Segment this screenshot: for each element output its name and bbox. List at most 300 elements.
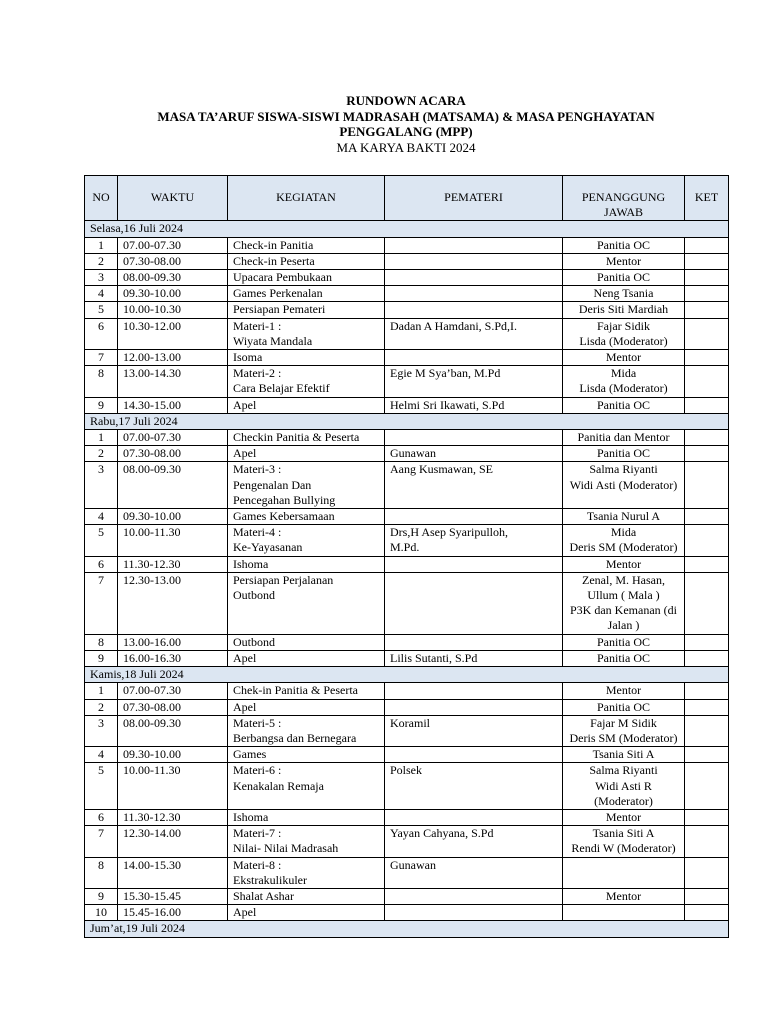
table-row	[85, 826, 729, 857]
table-row	[85, 888, 729, 904]
cell-penanggung-jawab	[563, 747, 685, 763]
table-row	[85, 446, 729, 462]
cell-waktu: 07.30-08.00	[118, 699, 228, 715]
cell-kegiatan-line: Ekstrakulikuler	[233, 872, 307, 887]
cell-penanggung-jawab-line: Mida	[610, 366, 637, 381]
cell-penanggung-jawab-line: Lisda (Moderator)	[579, 381, 668, 396]
table-row	[85, 905, 729, 921]
cell-penanggung-jawab-line: Deris SM (Moderator)	[569, 540, 678, 555]
cell-pemateri	[385, 237, 563, 253]
cell-penanggung-jawab-line: Deris Siti Mardiah	[578, 302, 669, 317]
table-row	[85, 509, 729, 525]
table-row	[85, 397, 729, 413]
cell-no: 1	[85, 683, 118, 699]
table-row	[85, 857, 729, 888]
cell-penanggung-jawab-line: Panitia OC	[597, 650, 650, 665]
cell-pemateri	[385, 683, 563, 699]
cell-pemateri	[385, 556, 563, 572]
cell-kegiatan-line: Ishoma	[233, 556, 269, 571]
cell-ket	[685, 715, 729, 746]
header-no: NO	[85, 176, 118, 221]
header-penanggung-jawab	[563, 176, 685, 221]
cell-waktu: 07.00-07.30	[118, 237, 228, 253]
cell-penanggung-jawab	[563, 888, 685, 904]
cell-pemateri-line: Lilis Sutanti, S.Pd	[390, 650, 478, 665]
cell-ket	[685, 699, 729, 715]
cell-no: 3	[85, 715, 118, 746]
cell-waktu: 09.30-10.00	[118, 286, 228, 302]
cell-kegiatan-line: Materi-2 :	[233, 366, 282, 381]
cell-waktu: 10.00-11.30	[118, 525, 228, 556]
cell-no: 5	[85, 763, 118, 810]
cell-pemateri-line: Gunawan	[390, 446, 436, 461]
cell-penanggung-jawab	[563, 286, 685, 302]
cell-pemateri	[385, 350, 563, 366]
cell-penanggung-jawab-line: Mida	[610, 525, 637, 540]
cell-kegiatan-line: Materi-6 :	[233, 763, 282, 778]
cell-kegiatan-line: Ke-Yayasanan	[233, 540, 303, 555]
cell-kegiatan	[228, 366, 385, 397]
table-row	[85, 763, 729, 810]
cell-no: 4	[85, 509, 118, 525]
table-row	[85, 809, 729, 825]
rundown-table	[84, 175, 729, 938]
cell-penanggung-jawab-line: Lisda (Moderator)	[579, 333, 668, 348]
cell-kegiatan-line: Apel	[233, 446, 257, 461]
cell-kegiatan-line: Kenakalan Remaja	[233, 778, 324, 793]
cell-kegiatan	[228, 237, 385, 253]
cell-ket	[685, 650, 729, 666]
cell-kegiatan	[228, 826, 385, 857]
cell-penanggung-jawab-line: (Moderator)	[594, 793, 653, 808]
cell-ket	[685, 253, 729, 269]
cell-penanggung-jawab-line: Widi Asti R	[595, 778, 652, 793]
cell-ket	[685, 270, 729, 286]
cell-pemateri	[385, 888, 563, 904]
cell-no: 6	[85, 556, 118, 572]
cell-penanggung-jawab-line: Mentor	[605, 683, 642, 698]
table-row	[85, 302, 729, 318]
cell-ket	[685, 683, 729, 699]
day-label: Jum’at,19 Juli 2024	[85, 921, 729, 937]
cell-kegiatan-line: Nilai- Nilai Madrasah	[233, 841, 339, 856]
cell-waktu: 11.30-12.30	[118, 556, 228, 572]
table-row	[85, 556, 729, 572]
cell-kegiatan	[228, 763, 385, 810]
cell-waktu: 07.00-07.30	[118, 683, 228, 699]
header-waktu: WAKTU	[118, 176, 228, 221]
cell-waktu: 14.00-15.30	[118, 857, 228, 888]
cell-ket	[685, 237, 729, 253]
cell-waktu: 15.45-16.00	[118, 905, 228, 921]
cell-kegiatan	[228, 446, 385, 462]
cell-waktu: 08.00-09.30	[118, 270, 228, 286]
day-label: Rabu,17 Juli 2024	[85, 413, 729, 429]
cell-kegiatan	[228, 572, 385, 634]
table-row	[85, 350, 729, 366]
cell-kegiatan	[228, 462, 385, 509]
cell-pemateri	[385, 905, 563, 921]
header-pj-line-2: JAWAB	[603, 205, 644, 220]
cell-pemateri	[385, 650, 563, 666]
document-title	[84, 93, 728, 155]
cell-penanggung-jawab-line: Panitia OC	[597, 699, 650, 714]
cell-no: 1	[85, 430, 118, 446]
cell-penanggung-jawab	[563, 650, 685, 666]
cell-pemateri	[385, 809, 563, 825]
cell-penanggung-jawab	[563, 572, 685, 634]
cell-kegiatan	[228, 350, 385, 366]
cell-penanggung-jawab	[563, 397, 685, 413]
cell-kegiatan-line: Persiapan Pemateri	[233, 302, 326, 317]
cell-pemateri	[385, 826, 563, 857]
cell-kegiatan-line: Apel	[233, 650, 257, 665]
cell-waktu: 07.30-08.00	[118, 253, 228, 269]
cell-kegiatan-line: Games Perkenalan	[233, 286, 323, 301]
table-row	[85, 270, 729, 286]
cell-penanggung-jawab-line: Mentor	[605, 556, 642, 571]
cell-penanggung-jawab	[563, 634, 685, 650]
cell-no: 4	[85, 747, 118, 763]
cell-penanggung-jawab-line: Tsania Siti A	[592, 747, 655, 762]
cell-penanggung-jawab	[563, 715, 685, 746]
table-row	[85, 430, 729, 446]
cell-penanggung-jawab-line: Mentor	[605, 809, 642, 824]
cell-kegiatan-line: Outbond	[233, 588, 275, 603]
cell-penanggung-jawab-line: Fajar Sidik	[597, 318, 650, 333]
header-ket: KET	[685, 176, 729, 221]
title-line-1: RUNDOWN ACARA	[346, 93, 466, 108]
cell-no: 8	[85, 366, 118, 397]
cell-kegiatan-line: Wiyata Mandala	[233, 333, 313, 348]
cell-pemateri-line: Gunawan	[390, 857, 436, 872]
cell-no: 5	[85, 525, 118, 556]
cell-pemateri-line: M.Pd.	[390, 540, 420, 555]
cell-penanggung-jawab	[563, 366, 685, 397]
cell-pemateri	[385, 430, 563, 446]
cell-ket	[685, 634, 729, 650]
cell-ket	[685, 350, 729, 366]
cell-kegiatan-line: Games	[233, 747, 267, 762]
cell-penanggung-jawab	[563, 683, 685, 699]
cell-kegiatan-line: Outbond	[233, 634, 275, 649]
cell-ket	[685, 462, 729, 509]
cell-kegiatan	[228, 888, 385, 904]
cell-ket	[685, 888, 729, 904]
cell-penanggung-jawab	[563, 826, 685, 857]
cell-pemateri	[385, 270, 563, 286]
table-row	[85, 318, 729, 349]
cell-waktu: 08.00-09.30	[118, 462, 228, 509]
cell-kegiatan	[228, 699, 385, 715]
cell-penanggung-jawab	[563, 253, 685, 269]
cell-no: 3	[85, 462, 118, 509]
cell-pemateri-line: Polsek	[390, 763, 423, 778]
table-header-row	[85, 176, 729, 221]
table-row	[85, 253, 729, 269]
cell-kegiatan	[228, 509, 385, 525]
cell-waktu: 13.00-14.30	[118, 366, 228, 397]
cell-pemateri	[385, 763, 563, 810]
cell-ket	[685, 366, 729, 397]
cell-kegiatan	[228, 286, 385, 302]
cell-no: 2	[85, 446, 118, 462]
cell-kegiatan-line: Games Kebersamaan	[233, 509, 335, 524]
cell-no: 7	[85, 826, 118, 857]
table-row	[85, 747, 729, 763]
cell-pemateri-line: Yayan Cahyana, S.Pd	[390, 826, 494, 841]
cell-kegiatan	[228, 747, 385, 763]
cell-penanggung-jawab-line: Rendi W (Moderator)	[571, 841, 676, 856]
cell-no: 6	[85, 809, 118, 825]
cell-waktu: 09.30-10.00	[118, 747, 228, 763]
cell-kegiatan	[228, 318, 385, 349]
day-header-row	[85, 413, 729, 429]
cell-penanggung-jawab	[563, 556, 685, 572]
cell-penanggung-jawab	[563, 509, 685, 525]
day-label: Selasa,16 Juli 2024	[85, 221, 729, 237]
cell-kegiatan	[228, 683, 385, 699]
cell-penanggung-jawab	[563, 905, 685, 921]
cell-pemateri-line: Helmi Sri Ikawati, S.Pd	[390, 397, 505, 412]
cell-pemateri-line: Egie M Sya’ban, M.Pd	[390, 366, 501, 381]
cell-waktu: 10.00-11.30	[118, 763, 228, 810]
cell-ket	[685, 286, 729, 302]
cell-pemateri	[385, 634, 563, 650]
cell-pemateri-line: Koramil	[390, 715, 430, 730]
cell-penanggung-jawab	[563, 763, 685, 810]
cell-penanggung-jawab-line: Mentor	[605, 888, 642, 903]
cell-ket	[685, 809, 729, 825]
day-label: Kamis,18 Juli 2024	[85, 667, 729, 683]
cell-kegiatan-line: Apel	[233, 397, 257, 412]
table-row	[85, 525, 729, 556]
cell-pemateri	[385, 462, 563, 509]
cell-kegiatan-line: Check-in Panitia	[233, 237, 314, 252]
cell-no: 7	[85, 572, 118, 634]
cell-kegiatan-line: Materi-8 :	[233, 857, 282, 872]
title-line-3: PENGGALANG (MPP)	[339, 124, 473, 139]
cell-penanggung-jawab	[563, 302, 685, 318]
day-header-row	[85, 921, 729, 937]
cell-ket	[685, 525, 729, 556]
cell-kegiatan-line: Materi-3 :	[233, 462, 282, 477]
day-header-row	[85, 667, 729, 683]
cell-penanggung-jawab	[563, 430, 685, 446]
cell-no: 10	[85, 905, 118, 921]
cell-penanggung-jawab-line: Mentor	[605, 350, 642, 365]
cell-ket	[685, 446, 729, 462]
cell-penanggung-jawab-line: P3K dan Kemanan (di	[570, 603, 677, 618]
cell-kegiatan	[228, 397, 385, 413]
cell-penanggung-jawab	[563, 318, 685, 349]
cell-waktu: 07.30-08.00	[118, 446, 228, 462]
cell-penanggung-jawab	[563, 350, 685, 366]
cell-pemateri	[385, 747, 563, 763]
table-row	[85, 366, 729, 397]
cell-kegiatan-line: Shalat Ashar	[233, 888, 294, 903]
cell-kegiatan	[228, 430, 385, 446]
cell-penanggung-jawab-line: Panitia OC	[597, 270, 650, 285]
cell-kegiatan	[228, 556, 385, 572]
day-header-row	[85, 221, 729, 237]
cell-penanggung-jawab-line: Tsania Siti A	[592, 826, 655, 841]
cell-penanggung-jawab-line: Panitia OC	[597, 397, 650, 412]
cell-pemateri	[385, 318, 563, 349]
cell-kegiatan-line: Materi-5 :	[233, 715, 282, 730]
cell-no: 9	[85, 888, 118, 904]
cell-penanggung-jawab	[563, 857, 685, 888]
cell-ket	[685, 857, 729, 888]
table-body	[85, 221, 729, 937]
table-row	[85, 683, 729, 699]
cell-waktu: 10.00-10.30	[118, 302, 228, 318]
cell-ket	[685, 397, 729, 413]
cell-penanggung-jawab	[563, 525, 685, 556]
cell-kegiatan	[228, 809, 385, 825]
cell-ket	[685, 826, 729, 857]
cell-kegiatan-line: Chek-in Panitia & Peserta	[233, 683, 358, 698]
cell-waktu: 08.00-09.30	[118, 715, 228, 746]
cell-kegiatan-line: Berbangsa dan Bernegara	[233, 730, 357, 745]
cell-kegiatan	[228, 650, 385, 666]
cell-kegiatan-line: Materi-4 :	[233, 525, 282, 540]
cell-ket	[685, 572, 729, 634]
cell-kegiatan	[228, 905, 385, 921]
cell-pemateri	[385, 397, 563, 413]
cell-no: 9	[85, 650, 118, 666]
cell-penanggung-jawab	[563, 462, 685, 509]
table-row	[85, 286, 729, 302]
cell-kegiatan-line: Cara Belajar Efektif	[233, 381, 330, 396]
cell-penanggung-jawab	[563, 446, 685, 462]
cell-pemateri	[385, 572, 563, 634]
cell-penanggung-jawab-line: Panitia OC	[597, 634, 650, 649]
cell-kegiatan-line: Pengenalan Dan	[233, 477, 312, 492]
header-pj-line-1: PENANGGUNG	[581, 190, 666, 204]
cell-penanggung-jawab-line: Salma Riyanti	[589, 763, 658, 778]
cell-kegiatan	[228, 253, 385, 269]
header-kegiatan: KEGIATAN	[228, 176, 385, 221]
cell-penanggung-jawab-line: Zenal, M. Hasan,	[582, 572, 665, 587]
cell-waktu: 16.00-16.30	[118, 650, 228, 666]
cell-no: 9	[85, 397, 118, 413]
cell-penanggung-jawab-line: Jalan )	[607, 618, 640, 633]
cell-kegiatan	[228, 857, 385, 888]
cell-no: 8	[85, 857, 118, 888]
cell-waktu: 12.30-14.00	[118, 826, 228, 857]
cell-kegiatan-line: Apel	[233, 699, 257, 714]
cell-penanggung-jawab-line: Panitia OC	[597, 446, 650, 461]
table-row	[85, 699, 729, 715]
cell-penanggung-jawab-line: Deris SM (Moderator)	[569, 730, 678, 745]
cell-pemateri-line: Drs,H Asep Syaripulloh,	[390, 525, 508, 540]
cell-kegiatan-line: Persiapan Perjalanan	[233, 572, 334, 587]
cell-penanggung-jawab	[563, 270, 685, 286]
cell-no: 2	[85, 699, 118, 715]
cell-kegiatan	[228, 525, 385, 556]
cell-ket	[685, 905, 729, 921]
cell-waktu: 15.30-15.45	[118, 888, 228, 904]
cell-pemateri	[385, 446, 563, 462]
cell-waktu: 12.00-13.00	[118, 350, 228, 366]
cell-waktu: 14.30-15.00	[118, 397, 228, 413]
table-row	[85, 462, 729, 509]
cell-no: 1	[85, 237, 118, 253]
table-row	[85, 572, 729, 634]
cell-kegiatan-line: Isoma	[233, 350, 263, 365]
cell-no: 6	[85, 318, 118, 349]
header-pemateri: PEMATERI	[385, 176, 563, 221]
cell-penanggung-jawab-line: Tsania Nurul A	[586, 509, 661, 524]
cell-kegiatan-line: Materi-1 :	[233, 318, 282, 333]
cell-ket	[685, 430, 729, 446]
cell-ket	[685, 763, 729, 810]
cell-penanggung-jawab-line: Panitia dan Mentor	[577, 430, 670, 445]
cell-kegiatan-line: Upacara Pembukaan	[233, 270, 332, 285]
cell-pemateri	[385, 715, 563, 746]
cell-pemateri	[385, 699, 563, 715]
title-line-4: MA KARYA BAKTI 2024	[336, 139, 476, 155]
cell-pemateri-line: Aang Kusmawan, SE	[390, 462, 493, 477]
cell-penanggung-jawab	[563, 237, 685, 253]
cell-kegiatan	[228, 302, 385, 318]
cell-kegiatan	[228, 715, 385, 746]
table-row	[85, 634, 729, 650]
cell-penanggung-jawab-line: Fajar M Sidik	[590, 715, 657, 730]
cell-kegiatan	[228, 270, 385, 286]
cell-penanggung-jawab-line: Salma Riyanti	[589, 462, 658, 477]
cell-waktu: 07.00-07.30	[118, 430, 228, 446]
cell-pemateri	[385, 366, 563, 397]
table-row	[85, 237, 729, 253]
cell-ket	[685, 318, 729, 349]
cell-penanggung-jawab-line: Neng Tsania	[593, 286, 654, 301]
cell-no: 8	[85, 634, 118, 650]
cell-penanggung-jawab	[563, 809, 685, 825]
cell-kegiatan	[228, 634, 385, 650]
cell-no: 3	[85, 270, 118, 286]
cell-penanggung-jawab-line: Mentor	[605, 253, 642, 268]
table-row	[85, 650, 729, 666]
cell-ket	[685, 302, 729, 318]
cell-kegiatan-line: Apel	[233, 905, 257, 920]
cell-kegiatan-line: Materi-7 :	[233, 826, 282, 841]
cell-waktu: 12.30-13.00	[118, 572, 228, 634]
cell-pemateri	[385, 525, 563, 556]
title-line-2: MASA TA’ARUF SISWA-SISWI MADRASAH (MATSAMA) & MASA PENGHAYATAN	[157, 108, 655, 124]
cell-penanggung-jawab-line: Panitia OC	[597, 237, 650, 252]
cell-penanggung-jawab	[563, 699, 685, 715]
cell-kegiatan-line: Checkin Panitia & Peserta	[233, 430, 360, 445]
cell-pemateri-line: Dadan A Hamdani, S.Pd,I.	[390, 318, 517, 333]
cell-no: 5	[85, 302, 118, 318]
cell-waktu: 10.30-12.00	[118, 318, 228, 349]
cell-ket	[685, 509, 729, 525]
cell-no: 2	[85, 253, 118, 269]
cell-pemateri	[385, 253, 563, 269]
cell-pemateri	[385, 302, 563, 318]
cell-penanggung-jawab-line: Ullum ( Mala )	[587, 588, 660, 603]
cell-pemateri	[385, 509, 563, 525]
cell-pemateri	[385, 857, 563, 888]
table-row	[85, 715, 729, 746]
cell-penanggung-jawab-line: Widi Asti (Moderator)	[569, 477, 678, 492]
cell-kegiatan-line: Ishoma	[233, 809, 269, 824]
cell-waktu: 11.30-12.30	[118, 809, 228, 825]
cell-pemateri	[385, 286, 563, 302]
cell-kegiatan-line: Pencegahan Bullying	[233, 492, 336, 507]
